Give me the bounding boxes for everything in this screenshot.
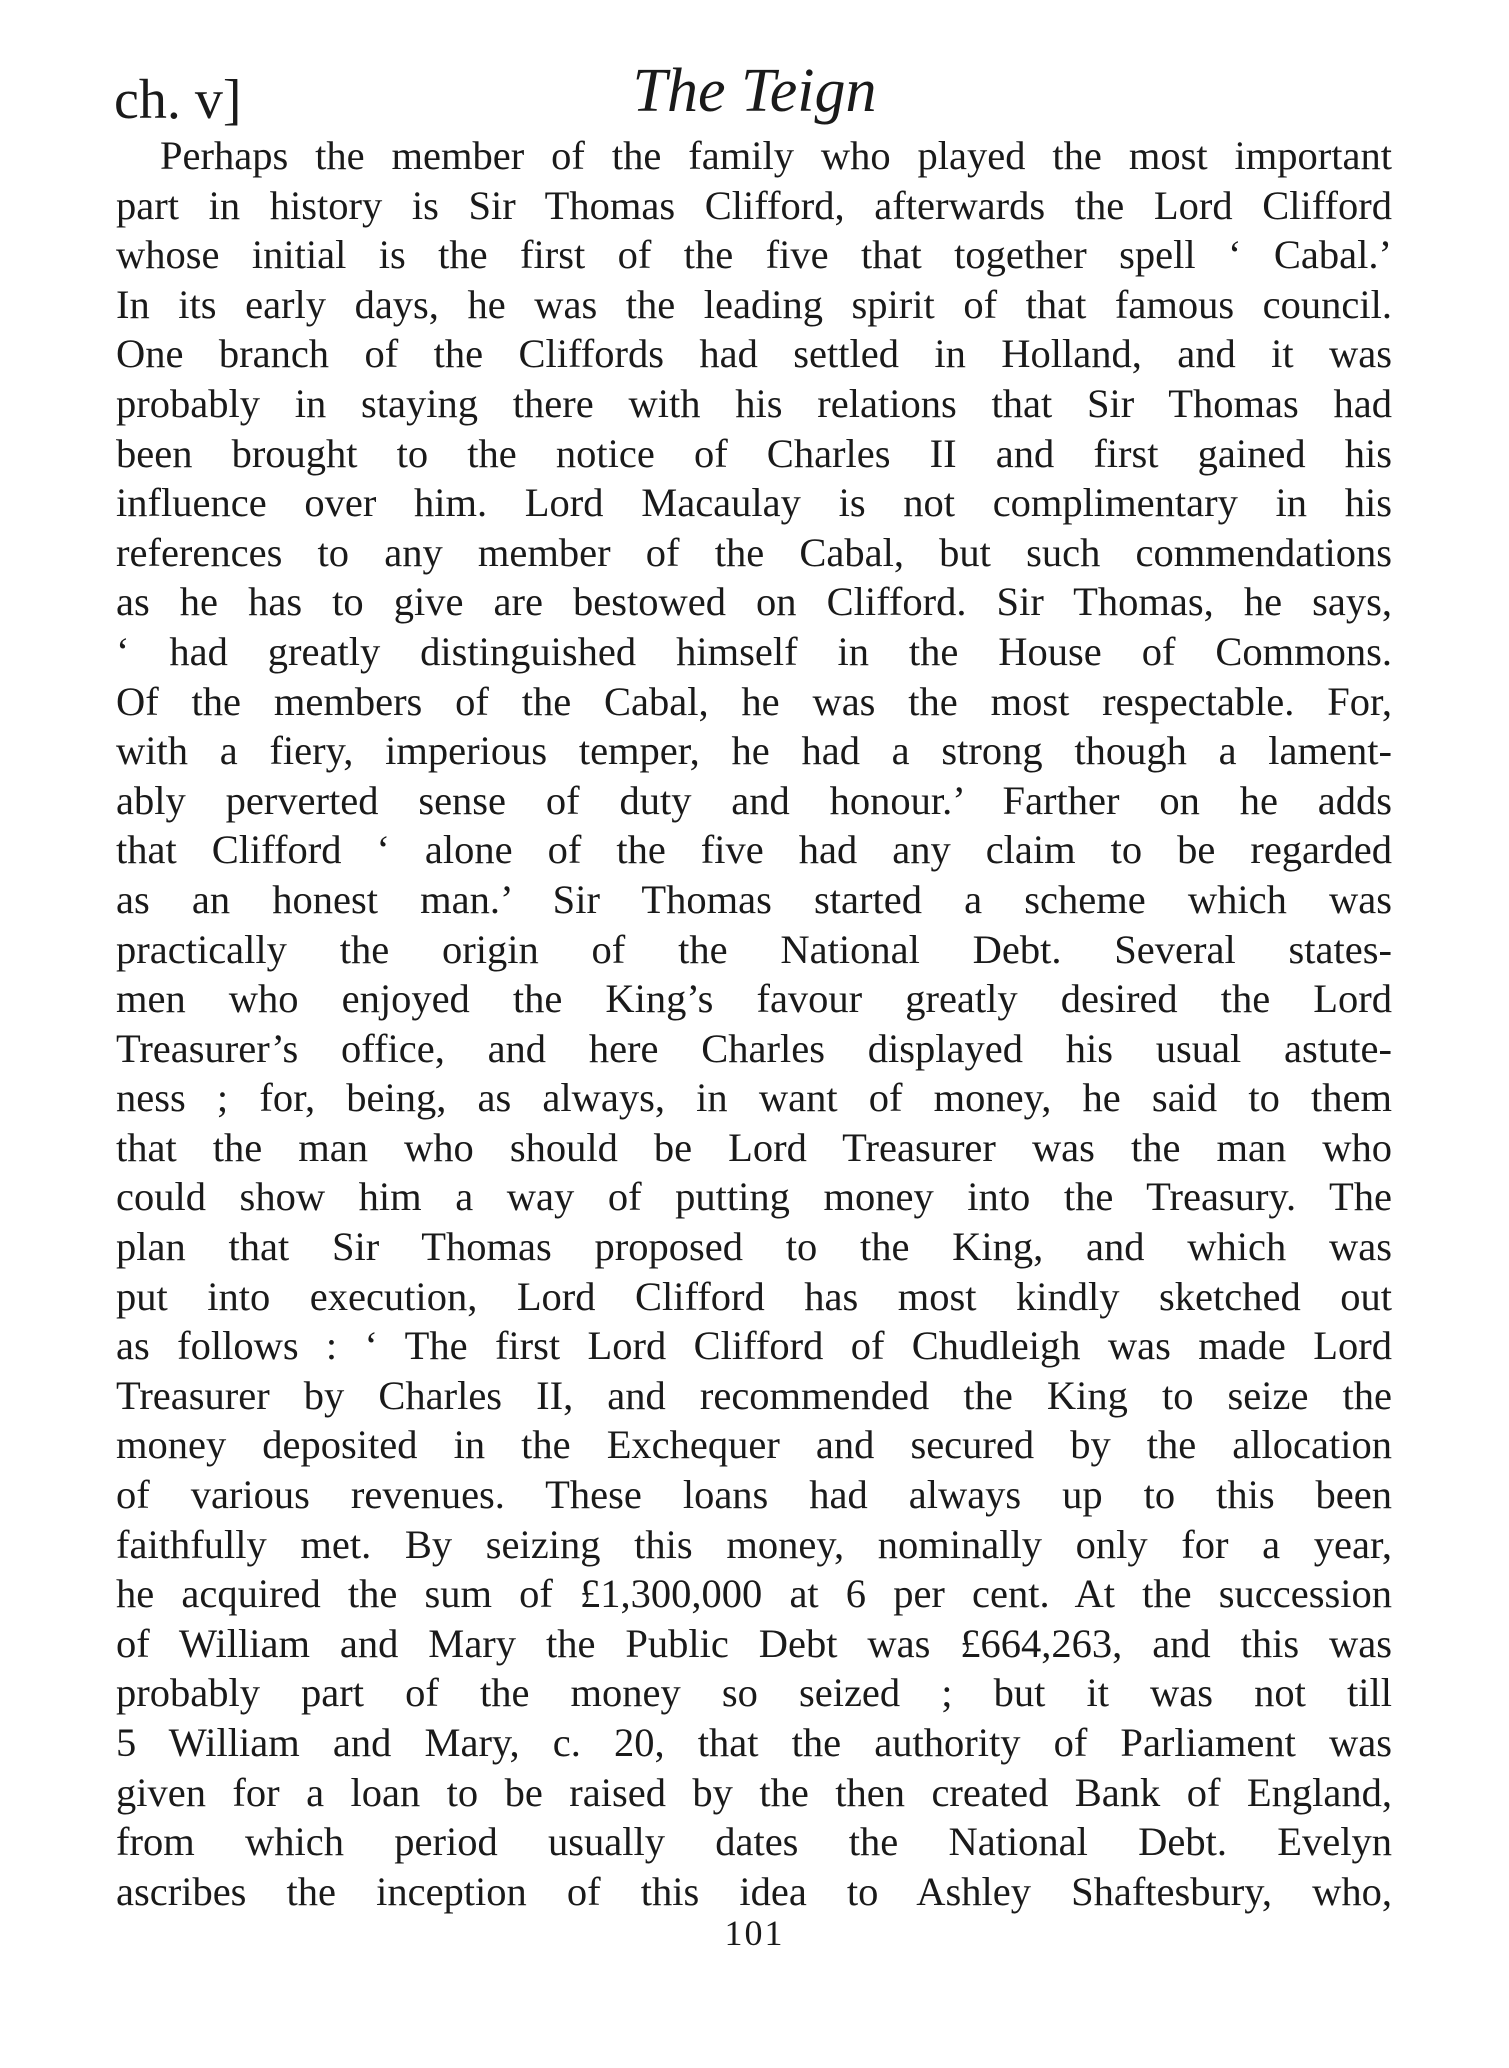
text-line: that Clifford ‘ alone of the five had any claim to be regarded [116,827,1392,873]
text-line: Perhaps the member of the family who played the most important [160,133,1392,178]
text-line: Treasurer’s office, and here Charles displayed his usual astute- [116,1025,1392,1071]
body-text [116,131,1392,1916]
text-line: with a fiery, imperious temper, he had a strong though a lament- [116,728,1392,774]
text-line: faithfully met. By seizing this money, nominally only for a year, [116,1521,1392,1567]
text-line: as follows : ‘ The first Lord Clifford of Chudleigh was made Lord [116,1323,1392,1369]
text-line: put into execution, Lord Clifford has most kindly sketched out [116,1273,1392,1319]
text-line: given for a loan to be raised by the then created Bank of England, [116,1769,1392,1815]
page-number: 101 [724,1913,785,1953]
text-line: One branch of the Cliffords had settled in Holland, and it was [116,331,1392,377]
text-line: 5 William and Mary, c. 20, that the authority of Parliament was [116,1720,1392,1765]
text-line: influence over him. Lord Macaulay is not complimentary in his [116,480,1392,526]
text-line: could show him a way of putting money into the Treasury. The [116,1174,1392,1220]
text-line: Treasurer by Charles II, and recommended the King to seize the [116,1372,1392,1418]
page-header [0,48,1509,138]
text-line: ably perverted sense of duty and honour.’ Farther on he adds [116,777,1392,823]
text-line: been brought to the notice of Charles II and first gained his [116,430,1392,476]
text-line: In its early days, he was the leading spirit of that famous council. [116,281,1392,327]
text-line: ness ; for, being, as always, in want of money, he said to them [116,1075,1392,1121]
text-line: men who enjoyed the King’s favour greatly desired the Lord [116,976,1392,1022]
text-line: probably in staying there with his relations that Sir Thomas had [116,380,1392,426]
text-line: Of the members of the Cabal, he was the most respectable. For, [116,678,1392,724]
text-line: he acquired the sum of £1,300,000 at 6 per cent. At the succession [116,1571,1392,1617]
text-line: of various revenues. These loans had always up to this been [116,1472,1392,1518]
text-line: whose initial is the first of the five that together spell ‘ Cabal.’ [116,232,1392,278]
text-line: ‘ had greatly distinguished himself in the House of Commons. [116,628,1392,674]
text-line: that the man who should be Lord Treasurer was the man who [116,1124,1392,1170]
text-line: part in history is Sir Thomas Clifford, afterwards the Lord Clifford [116,182,1392,228]
text-line: of William and Mary the Public Debt was £664,263, and this was [116,1620,1392,1666]
text-line: as an honest man.’ Sir Thomas started a scheme which was [116,876,1392,922]
text-line: probably part of the money so seized ; but it was not till [116,1670,1392,1716]
text-line: plan that Sir Thomas proposed to the King, and which was [116,1224,1392,1270]
text-line: practically the origin of the National Debt. Several states- [116,926,1392,972]
chapter-marker: ch. v] [114,69,242,131]
text-line: from which period usually dates the National Debt. Evelyn [116,1819,1392,1865]
running-title: The Teign [632,57,877,125]
text-line: ascribes the inception of this idea to Ashley Shaftesbury, who, [116,1868,1392,1914]
text-line: money deposited in the Exchequer and secured by the allocation [116,1422,1392,1468]
text-line: as he has to give are bestowed on Clifford. Sir Thomas, he says, [116,579,1392,625]
text-line: references to any member of the Cabal, but such commendations [116,529,1392,575]
